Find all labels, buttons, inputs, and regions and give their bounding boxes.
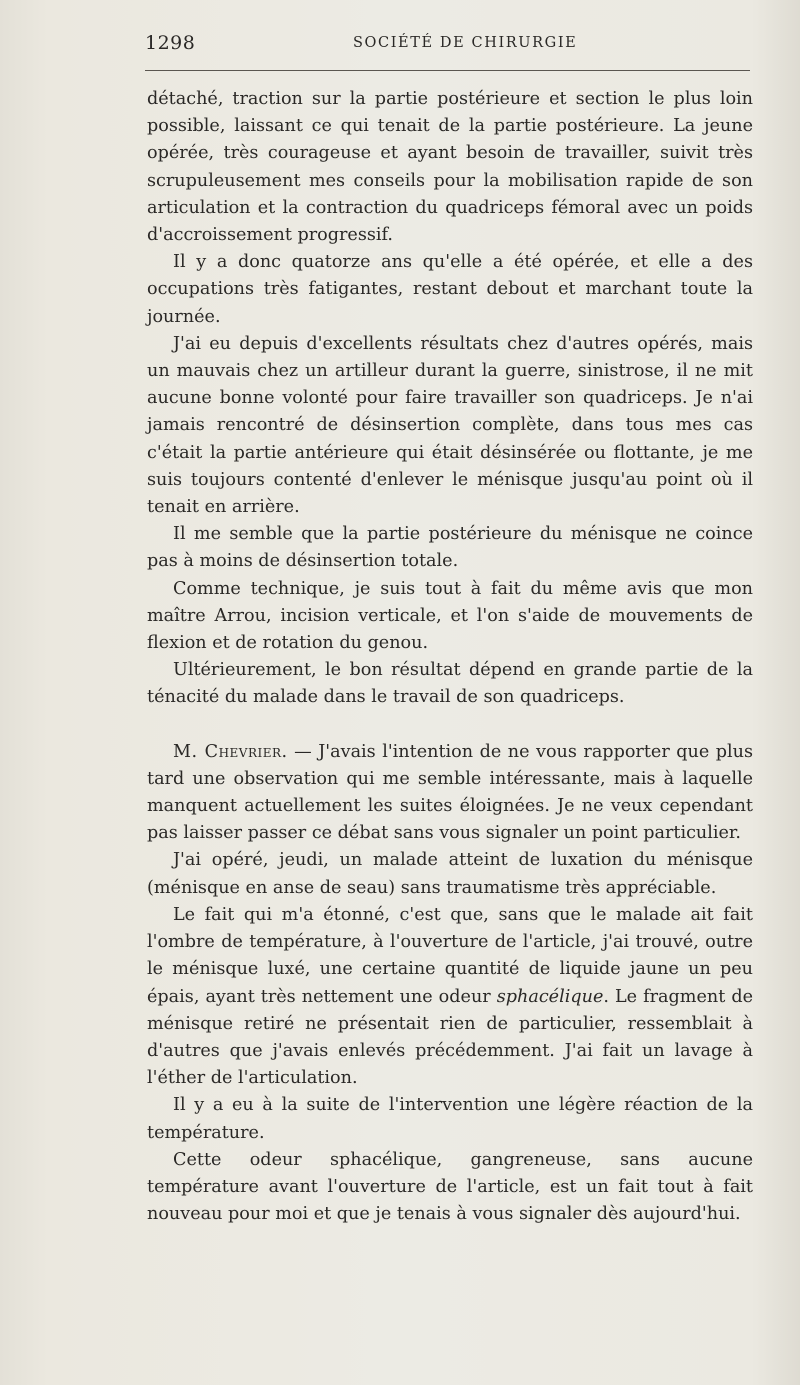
paragraph-text: . Le fragment de ménisque retiré ne présentait rien de particulier, ressemblait à d'autres que j'avais enlevés précédemment. J'ai fait un lavage à l'éther de l'articulation. (147, 986, 753, 1089)
header-rule (145, 70, 750, 71)
speaker-name: M. Chevrier. (173, 741, 288, 762)
paragraph-text: Le fait qui m'a étonné, c'est que, sans que le malade ait fait l'ombre de température, à l'ouverture de l'article, j'ai trouvé, outre le ménisque luxé, une certaine quantité de liquide jaune un peu épais, ayant très nettement une odeur (147, 904, 753, 1007)
emphasis-text: sphacélique (496, 986, 604, 1007)
paragraph: Ultérieurement, le bon résultat dépend en grande partie de la ténacité du malade dans le travail de son quadriceps. (147, 660, 753, 708)
paragraph: Il y a donc quatorze ans qu'elle a été opérée, et elle a des occupations très fatigantes, restant debout et marchant toute la journée. (147, 252, 753, 327)
speaker-text: — J'avais l'intention de ne vous rapporter que plus tard une observation qui me semble intéressante, mais à laquelle manquent actuellement les suites éloignées. Je ne veux cependant pas laisser passer ce débat sans vous signaler un point particulier. (147, 741, 753, 844)
paragraph: Comme technique, je suis tout à fait du même avis que mon maître Arrou, incision verticale, et l'on s'aide de mouvements de flexion et de rotation du genou. (147, 578, 753, 654)
body-text (147, 86, 753, 1228)
paragraph: détaché, traction sur la partie postérieure et section le plus loin possible, laissant ce qui tenait de la partie postérieure. La jeune opérée, très courageuse et ayant besoin de travailler, suivit très scrupuleusement mes conseils pour la mobilisation rapide de son articulation et la contraction du quadriceps fémoral avec un poids d'accroissement progressif. (147, 89, 753, 246)
paragraph: J'ai eu depuis d'excellents résultats chez d'autres opérés, mais un mauvais chez un artilleur durant la guerre, sinistrose, il ne mit aucune bonne volonté pour faire travailler son quadriceps. Je n'ai jamais rencontré de désinsertion complète, dans tous mes cas c'était la partie antérieure qui était désinsérée ou flottante, je me suis toujours contenté d'enlever le ménisque jusqu'au point où il tenait en arrière. (147, 333, 753, 518)
running-head: SOCIÉTÉ DE CHIRURGIE (353, 35, 578, 51)
paragraph: Il y a eu à la suite de l'intervention une légère réaction de la température. (147, 1095, 753, 1143)
paragraph: Cette odeur sphacélique, gangreneuse, sans aucune température avant l'ouverture de l'article, est un fait tout à fait nouveau pour moi et que je tenais à vous signaler dès aujourd'hui. (147, 1149, 753, 1225)
paragraph (147, 902, 753, 1092)
paragraph-speaker (147, 739, 753, 848)
paragraph: Il me semble que la partie postérieure du ménisque ne coince pas à moins de désinsertion totale. (147, 524, 753, 572)
paragraph: J'ai opéré, jeudi, un malade atteint de luxation du ménisque (ménisque en anse de seau) sans traumatisme très appréciable. (147, 850, 753, 898)
page-header (145, 28, 750, 58)
page-number: 1298 (145, 32, 196, 54)
